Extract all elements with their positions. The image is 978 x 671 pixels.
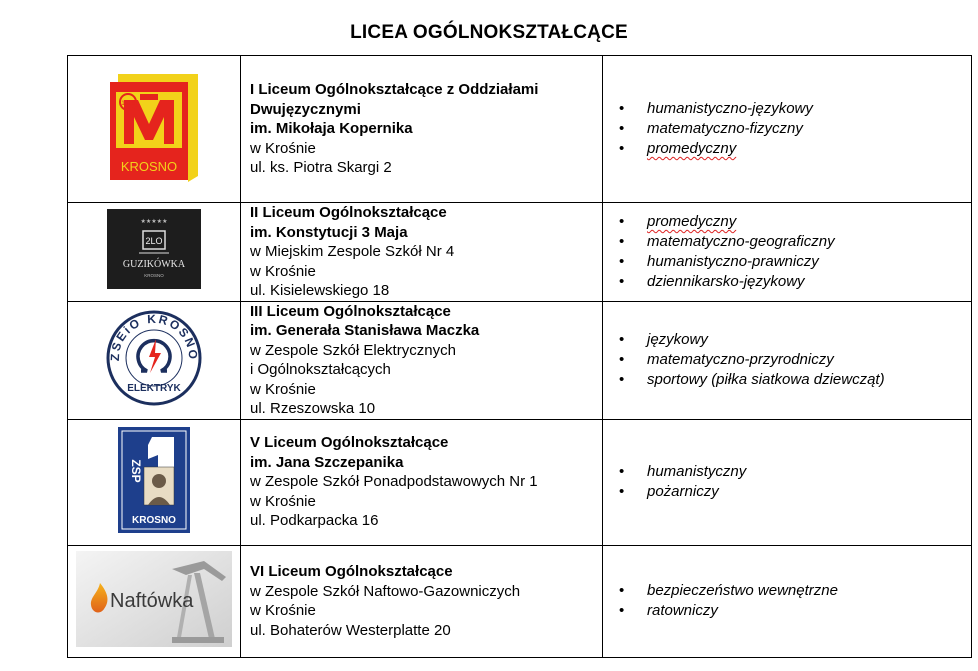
list-item: • sportowy (piłka siatkowa dziewcząt) xyxy=(617,370,971,390)
school-name-line: III Liceum Ogólnokształcące xyxy=(250,302,451,320)
profiles-list xyxy=(617,462,971,502)
profiles-cell xyxy=(603,203,972,302)
logo-subtext: KROSNO xyxy=(144,273,164,279)
logo-text: KROSNO xyxy=(120,158,178,174)
school-city-line: w Krośnie xyxy=(250,602,316,619)
elektryk-omega-logo-icon xyxy=(105,309,203,412)
school-info-cell xyxy=(241,56,603,203)
logo-cell xyxy=(68,545,241,657)
profiles-cell xyxy=(603,545,972,657)
school-name-line: Dwujęzycznymi xyxy=(250,100,361,118)
profiles-list xyxy=(617,99,971,159)
school-info-cell xyxy=(241,545,603,657)
guzikowka-logo-icon xyxy=(107,209,201,294)
table-row xyxy=(68,203,972,302)
profiles-list xyxy=(617,330,971,390)
list-item: • matematyczno-przyrodniczy xyxy=(617,350,971,370)
list-item: • promedyczny xyxy=(617,139,971,159)
school-name-line: II Liceum Ogólnokształcące xyxy=(250,204,447,221)
school-unit-line: i Ogólnokształcących xyxy=(250,361,391,378)
profiles-list xyxy=(617,581,971,621)
naftowka-flame-logo-icon xyxy=(76,551,232,652)
list-item: • ratowniczy xyxy=(617,601,971,621)
school-unit-line: w Zespole Szkół Naftowo-Gazowniczych xyxy=(250,582,521,600)
list-item: • humanistyczno-prawniczy xyxy=(617,252,971,272)
school-unit-line: w Miejskim Zespole Szkół Nr 4 xyxy=(250,243,455,260)
list-item: • bezpieczeństwo wewnętrzne xyxy=(617,581,971,601)
list-item: • językowy xyxy=(617,330,971,350)
badge-text: 2LO xyxy=(145,236,163,247)
logo-cell xyxy=(68,419,241,545)
list-item: • humanistyczny xyxy=(617,462,971,482)
school-patron-line: im. Generała Stanisława Maczka xyxy=(250,322,480,339)
list-item: • pożarniczy xyxy=(617,482,971,502)
school-patron-line: im. Konstytucji 3 Maja xyxy=(250,223,408,241)
table-row xyxy=(68,301,972,419)
logo-cell xyxy=(68,203,241,302)
profiles-cell xyxy=(603,301,972,419)
school-patron-line: im. Mikołaja Kopernika xyxy=(250,120,413,138)
zsp1-logo-icon xyxy=(118,427,190,538)
school-city-line: w Krośnie xyxy=(250,492,316,510)
logo-text: ELEKTRYK xyxy=(127,382,181,394)
list-item: • dziennikarsko-językowy xyxy=(617,272,971,292)
table-row xyxy=(68,545,972,657)
list-item: • promedyczny xyxy=(617,212,971,232)
table-row xyxy=(68,419,972,545)
krosno-mk-emblem-icon xyxy=(108,72,200,187)
school-city-line: w Krośnie xyxy=(250,380,316,398)
svg-text:★★★★★: ★★★★★ xyxy=(140,218,168,226)
school-address-line: ul. Bohaterów Westerplatte 20 xyxy=(250,621,451,639)
school-name-line: VI Liceum Ogólnokształcące xyxy=(250,563,453,580)
logo-cell xyxy=(68,301,241,419)
table-row xyxy=(68,56,972,203)
school-name-line: V Liceum Ogólnokształcące xyxy=(250,434,449,452)
profiles-cell xyxy=(603,56,972,203)
school-city-line: w Krośnie xyxy=(250,262,316,280)
side-text: ZSP xyxy=(129,458,143,483)
school-address-line: ul. Kisielewskiego 18 xyxy=(250,282,390,299)
list-item: • matematyczno-fizyczny xyxy=(617,119,971,139)
school-address-line: ul. Rzeszowska 10 xyxy=(250,400,376,417)
logo-cell xyxy=(68,56,241,203)
schools-table xyxy=(67,55,972,658)
emblem-year: 1879 xyxy=(121,100,135,107)
school-info-cell xyxy=(241,203,603,302)
school-info-cell xyxy=(241,301,603,419)
school-unit-line: w Zespole Szkół Ponadpodstawowych Nr 1 xyxy=(250,473,538,491)
school-patron-line: im. Jana Szczepanika xyxy=(250,453,404,471)
profiles-list xyxy=(617,212,971,292)
school-address-line: ul. ks. Piotra Skargi 2 xyxy=(250,159,392,177)
logo-text: KROSNO xyxy=(132,514,176,526)
arc-text: ZSEiO KROSNO xyxy=(107,311,201,361)
list-item: • humanistyczno-językowy xyxy=(617,99,971,119)
logo-text: Naftówka xyxy=(110,589,194,612)
school-unit-line: w Zespole Szkół Elektrycznych xyxy=(250,341,456,359)
school-name-line: I Liceum Ogólnokształcące z Oddziałami xyxy=(250,81,539,99)
page-title: LICEA OGÓLNOKSZTAŁCĄCE xyxy=(350,22,628,43)
logo-text: GUZIKÓWKA xyxy=(122,259,186,271)
school-city-line: w Krośnie xyxy=(250,139,316,157)
list-item: • matematyczno-geograficzny xyxy=(617,232,971,252)
school-info-cell xyxy=(241,419,603,545)
profiles-cell xyxy=(603,419,972,545)
school-address-line: ul. Podkarpacka 16 xyxy=(250,512,379,530)
